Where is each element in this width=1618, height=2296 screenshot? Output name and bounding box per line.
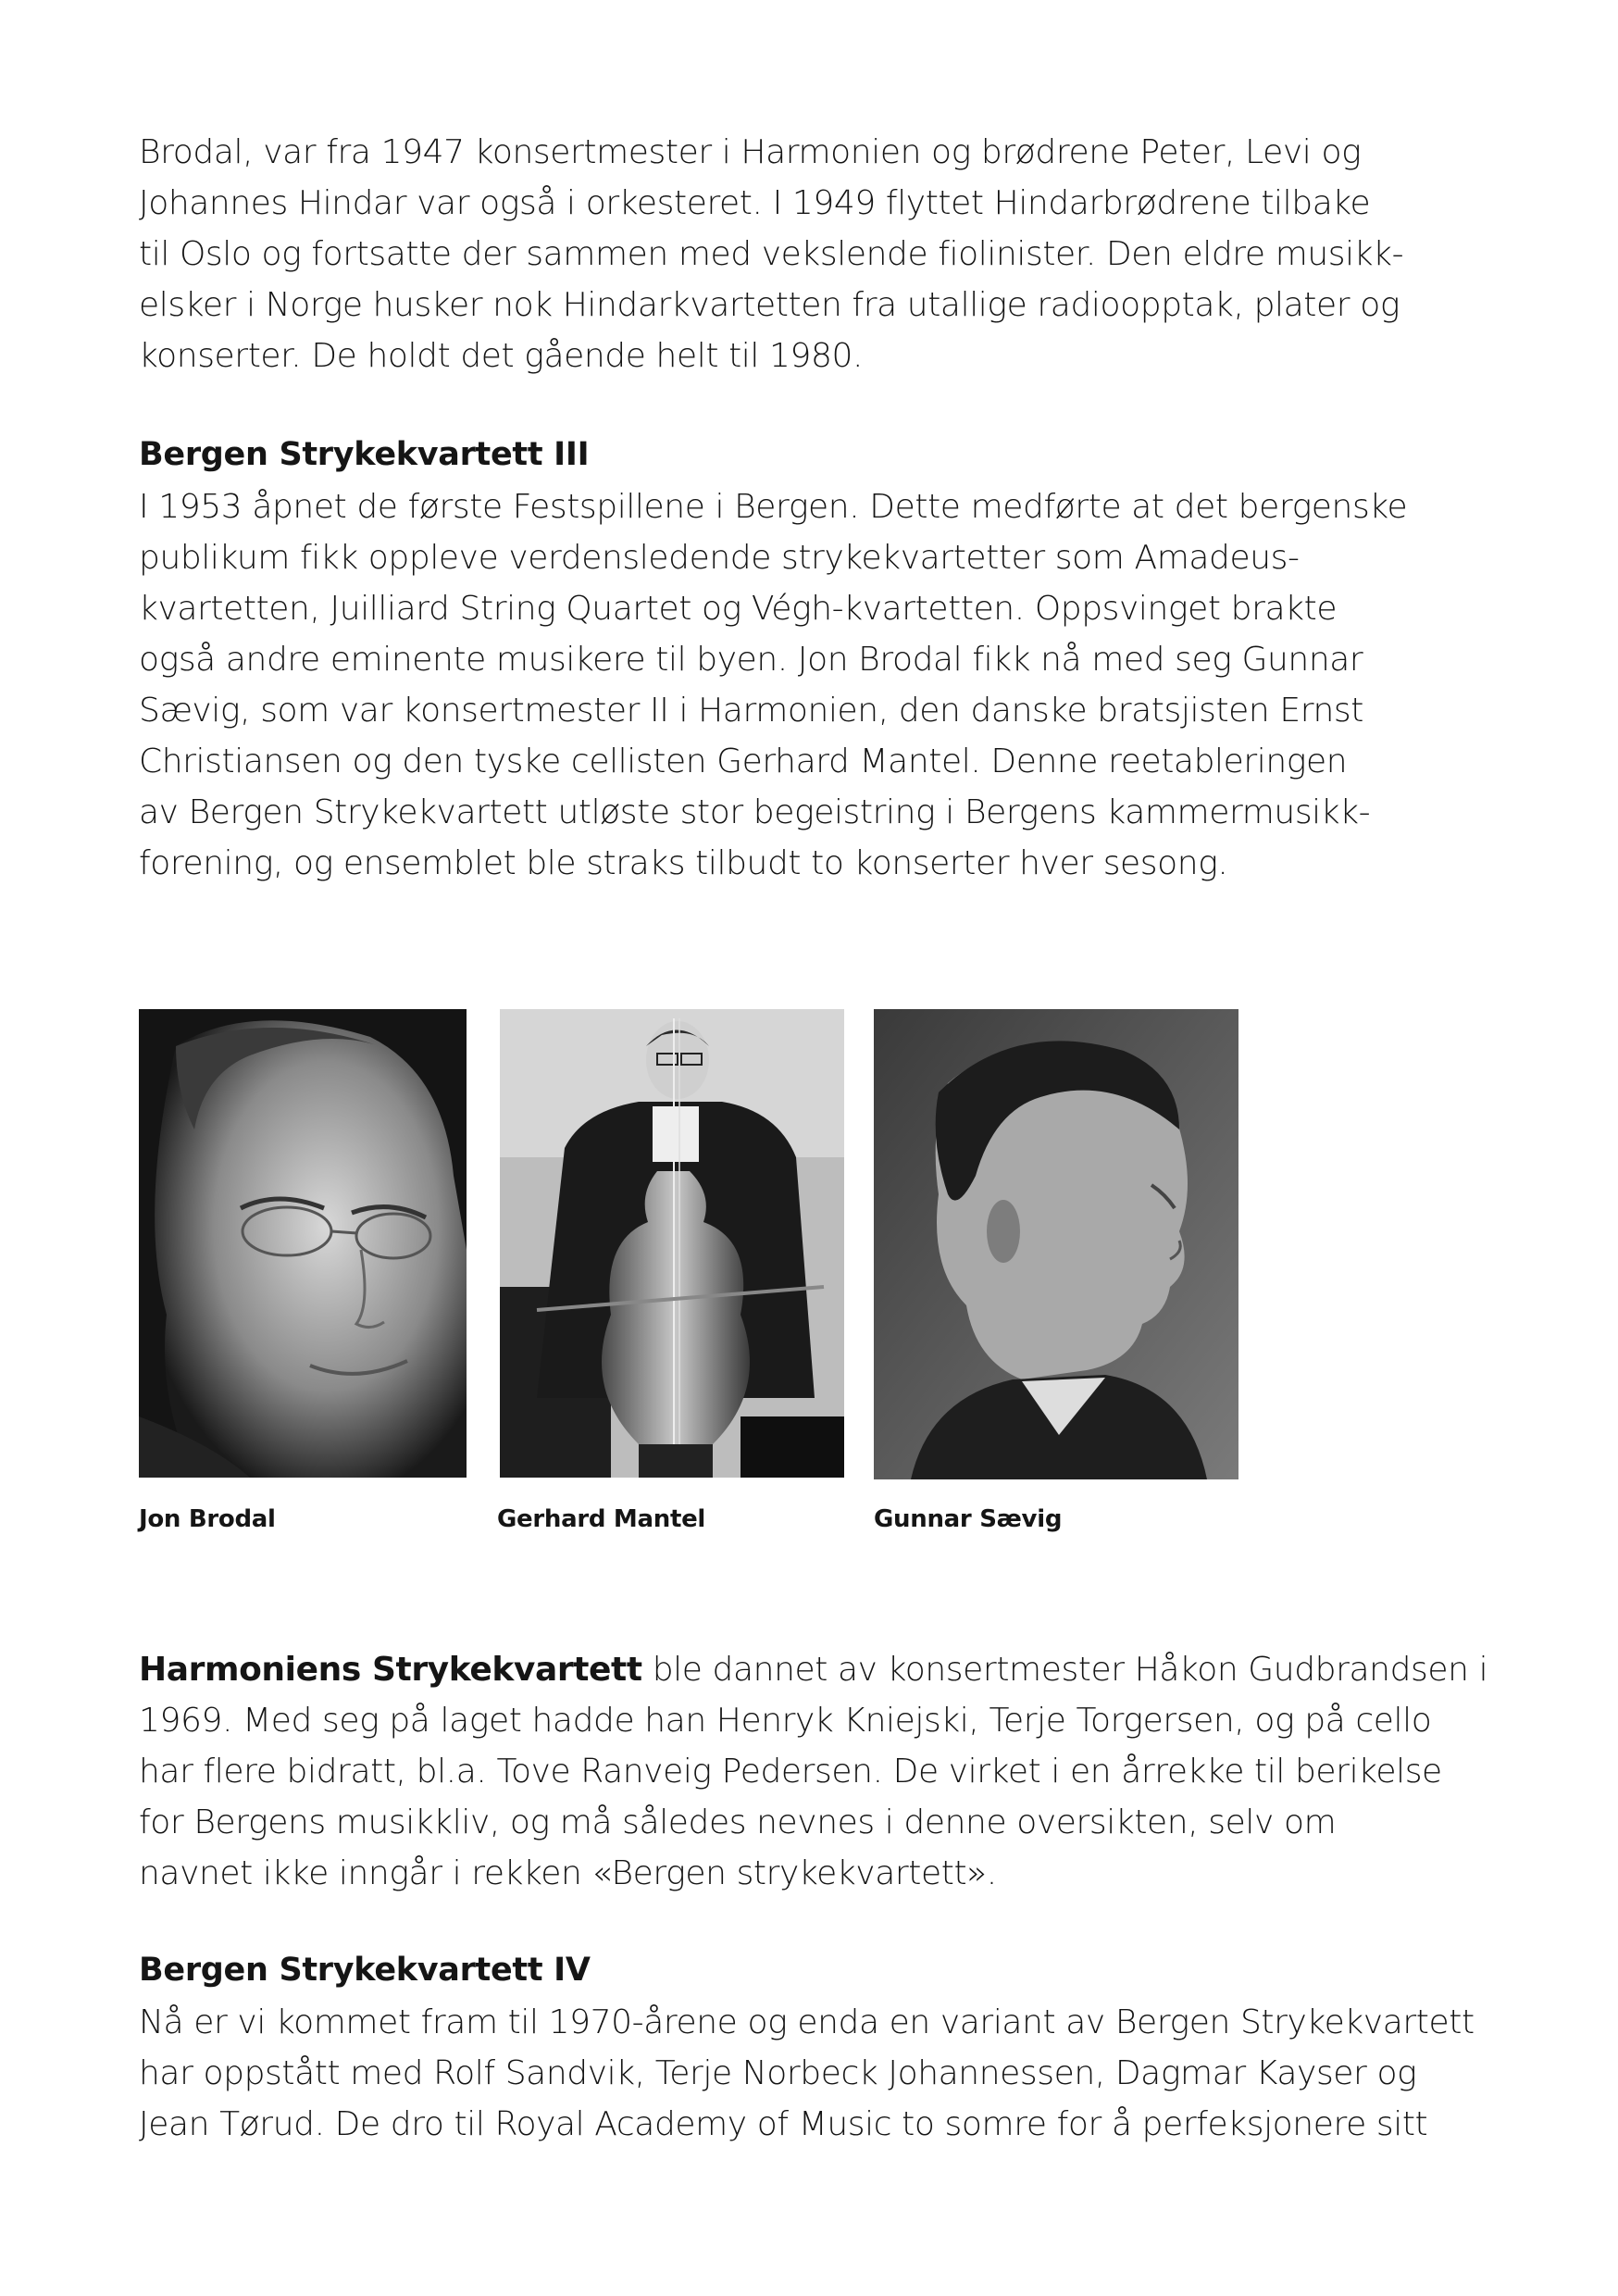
text-fragment: ble dannet av konsertmester Håkon Gudbrandsen i — [641, 1651, 1488, 1689]
text-line: I 1953 åpnet de første Festspillene i Bergen. Dette medførte at det bergenske — [139, 488, 1408, 526]
text-line: for Bergens musikkliv, og må således nevnes i denne oversikten, selv om — [139, 1803, 1337, 1841]
text-line: Sævig, som var konsertmester II i Harmonien, den danske bratsjisten Ernst — [139, 692, 1363, 730]
text-line: Brodal, var fra 1947 konsertmester i Harmonien og brødrene Peter, Levi og — [139, 133, 1362, 171]
text-line: også andre eminente musikere til byen. Jon Brodal fikk nå med seg Gunnar — [139, 641, 1363, 679]
profile-portrait-photo — [874, 1009, 1238, 1479]
text-line: navnet ikke inngår i rekken «Bergen strykekvartett». — [139, 1854, 997, 1892]
photo-caption: Gunnar Sævig — [874, 1505, 1063, 1533]
photo-caption: Jon Brodal — [139, 1505, 276, 1533]
text-line: konserter. De holdt det gående helt til 1980. — [139, 337, 864, 375]
section-iv-paragraph — [139, 1997, 1527, 2150]
text-line: Jean Tørud. De dro til Royal Academy of Music to somre for å perfeksjonere sitt — [139, 2105, 1428, 2143]
text-line: Johannes Hindar var også i orkesteret. I 1949 flyttet Hindarbrødrene tilbake — [139, 184, 1371, 222]
text-line: har flere bidratt, bl.a. Tove Ranveig Pedersen. De virket i en årrekke til berikelse — [139, 1753, 1442, 1791]
text-line: til Oslo og fortsatte der sammen med vekslende fiolinister. Den eldre musikk- — [139, 235, 1404, 273]
text-line: Christiansen og den tyske cellisten Gerhard Mantel. Denne reetableringen — [139, 742, 1348, 780]
text-line: Nå er vi kommet fram til 1970-årene og enda en variant av Bergen Strykekvartett — [139, 2003, 1475, 2041]
intro-paragraph — [139, 127, 1527, 381]
text-line: elsker i Norge husker nok Hindarkvartetten fra utallige radioopptak, plater og — [139, 286, 1400, 324]
text-line: forening, og ensemblet ble straks tilbudt to konserter hver sesong. — [139, 844, 1228, 882]
ensemble-name: Harmoniens Strykekvartett — [139, 1651, 642, 1689]
text-line: av Bergen Strykekvartett utløste stor begeistring i Bergens kammermusikk- — [139, 793, 1371, 831]
text-line: har oppstått med Rolf Sandvik, Terje Norbeck Johannessen, Dagmar Kayser og — [139, 2054, 1417, 2092]
section-heading-iii: Bergen Strykekvartett III — [139, 436, 590, 473]
cellist-photo — [500, 1009, 844, 1478]
section-heading-iv: Bergen Strykekvartett IV — [139, 1952, 591, 1989]
photo-caption: Gerhard Mantel — [497, 1505, 706, 1533]
harmonien-paragraph — [139, 1644, 1527, 1899]
text-line: 1969. Med seg på laget hadde han Henryk Kniejski, Terje Torgersen, og på cello — [139, 1702, 1432, 1740]
text-line — [139, 1644, 1527, 1695]
text-line: publikum fikk oppleve verdensledende strykekvartetter som Amadeus- — [139, 539, 1300, 577]
text-line: kvartetten, Juilliard String Quartet og Végh-kvartetten. Oppsvinget brakte — [139, 590, 1338, 628]
portrait-photo — [139, 1009, 467, 1478]
section-iii-paragraph — [139, 481, 1527, 889]
